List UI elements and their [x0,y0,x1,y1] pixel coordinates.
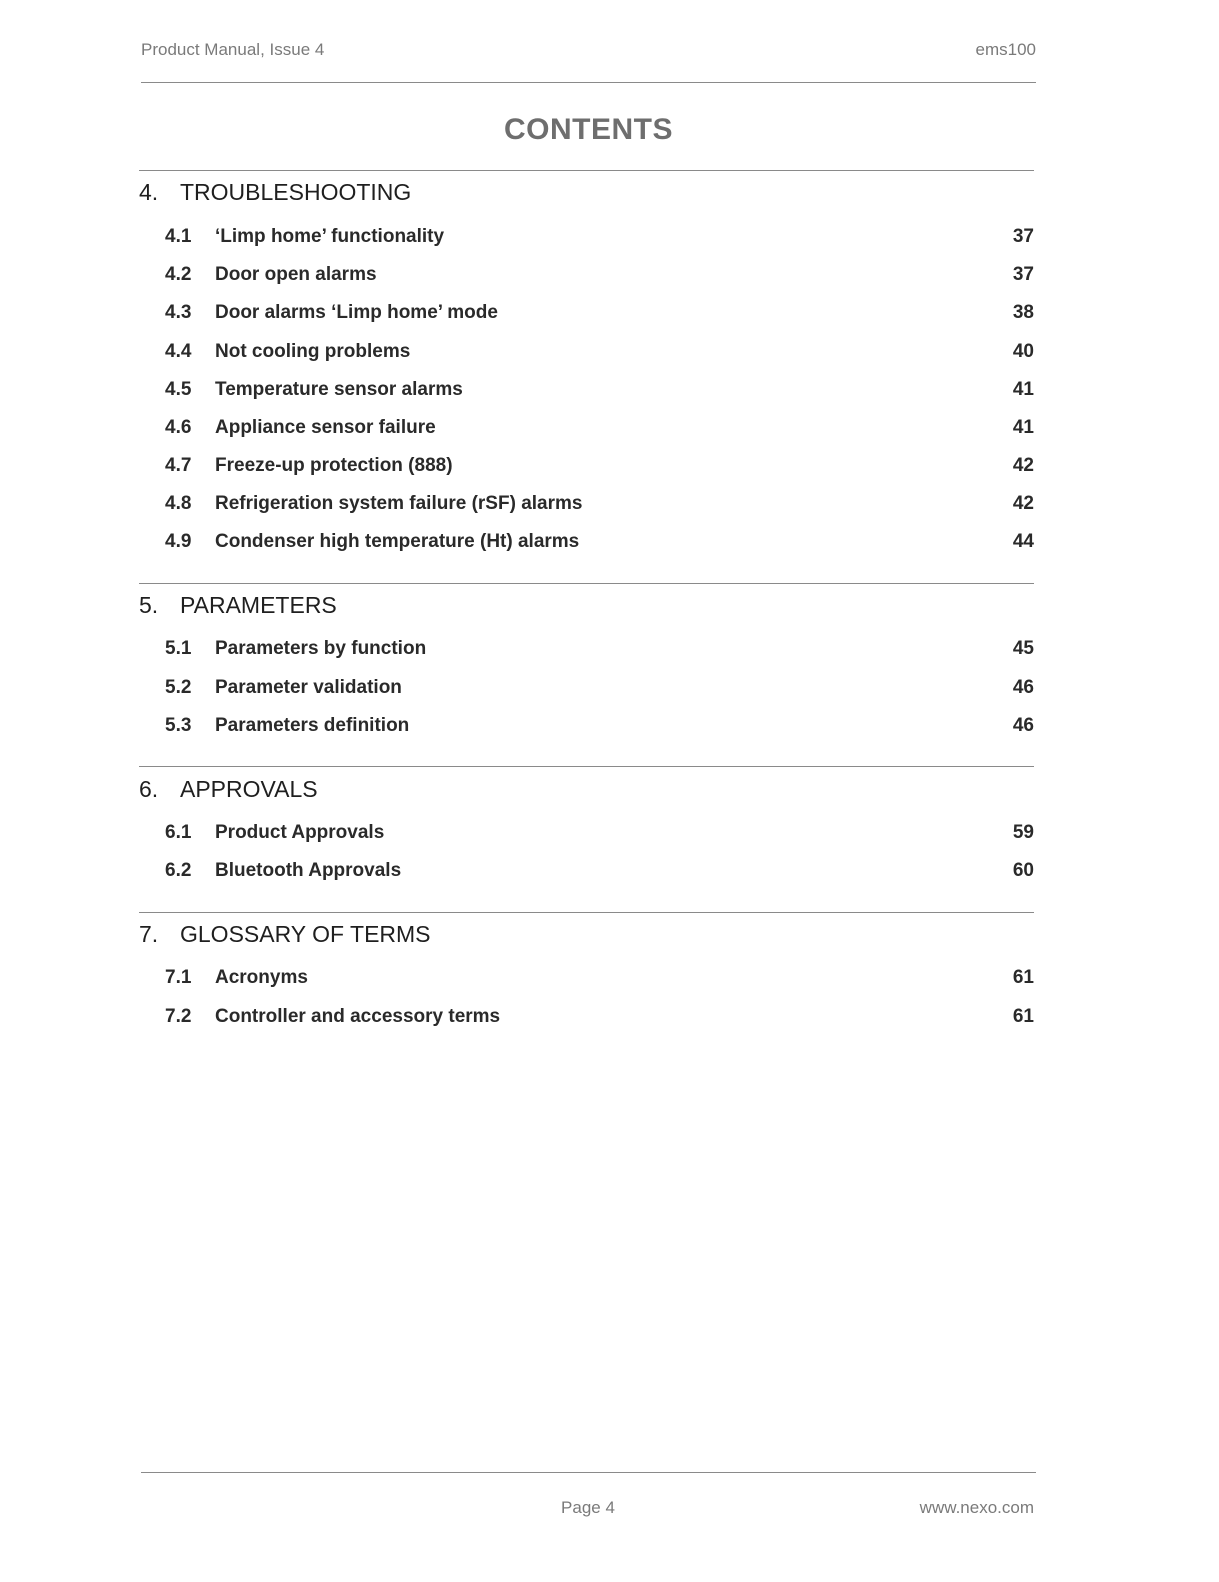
toc-entry-7-2[interactable] [165,1006,1034,1032]
section-number: 5. [139,592,159,618]
entry-number: 6.2 [165,860,192,881]
toc-entry-6-2[interactable] [165,860,1034,886]
toc-entry-4-2[interactable] [165,264,1034,290]
entry-label: Acronyms [215,967,308,988]
toc-entry-4-8[interactable] [165,493,1034,519]
toc-entry-4-7[interactable] [165,455,1034,481]
toc-section-4[interactable] [139,179,1034,209]
toc-entry-5-3[interactable] [165,715,1034,741]
entry-number: 4.7 [165,455,192,476]
entry-label: Freeze-up protection (888) [215,455,453,476]
entry-page: 44 [1012,531,1034,552]
entry-number: 4.6 [165,417,192,438]
section-title: TROUBLESHOOTING [180,179,412,205]
entry-label: Condenser high temperature (Ht) alarms [215,531,580,552]
toc-entry-4-5[interactable] [165,379,1034,405]
section-title: APPROVALS [180,776,318,802]
entry-number: 7.2 [165,1006,192,1027]
entry-number: 7.1 [165,967,192,988]
entry-page: 46 [1012,677,1034,698]
toc-section-5[interactable] [139,592,1034,622]
toc-entry-4-9[interactable] [165,531,1034,557]
toc-entry-6-1[interactable] [165,822,1034,848]
entry-number: 4.5 [165,379,192,400]
section-number: 6. [139,776,159,802]
entry-label: Appliance sensor failure [215,417,436,438]
entry-label: Parameter validation [215,677,402,698]
section-title: PARAMETERS [180,592,337,618]
entry-label: Door alarms ‘Limp home’ mode [215,302,498,323]
section-divider [139,766,1034,767]
product-name: ems100 [975,40,1036,59]
entry-label: ‘Limp home’ functionality [215,226,445,247]
entry-label: Parameters definition [215,715,410,736]
toc-entry-4-3[interactable] [165,302,1034,328]
entry-number: 4.1 [165,226,192,247]
entry-label: Bluetooth Approvals [215,860,402,881]
document-title: Product Manual, Issue 4 [141,40,325,59]
toc-entry-4-6[interactable] [165,417,1034,443]
page-header [141,40,1036,64]
entry-page: 60 [1012,860,1034,881]
section-divider [139,912,1034,913]
entry-page: 42 [1012,455,1034,476]
website-link[interactable]: www.nexo.com [919,1498,1034,1517]
entry-label: Parameters by function [215,638,427,659]
entry-number: 4.3 [165,302,192,323]
entry-label: Not cooling problems [215,341,411,362]
entry-page: 38 [1012,302,1034,323]
entry-page: 61 [1012,967,1034,988]
entry-label: Controller and accessory terms [215,1006,501,1027]
entry-label: Product Approvals [215,822,385,843]
section-title: GLOSSARY OF TERMS [180,921,431,947]
entry-number: 5.3 [165,715,192,736]
toc-entry-5-1[interactable] [165,638,1034,664]
entry-number: 4.8 [165,493,192,514]
entry-page: 46 [1012,715,1034,736]
entry-page: 42 [1012,493,1034,514]
section-divider [139,583,1034,584]
entry-page: 45 [1012,638,1034,659]
entry-number: 4.9 [165,531,192,552]
entry-label: Refrigeration system failure (rSF) alarms [215,493,583,514]
entry-page: 37 [1012,264,1034,285]
entry-number: 5.2 [165,677,192,698]
entry-page: 37 [1012,226,1034,247]
entry-page: 40 [1012,341,1034,362]
entry-number: 4.4 [165,341,192,362]
toc-entry-7-1[interactable] [165,967,1034,993]
toc-section-7[interactable] [139,921,1034,951]
page-title: CONTENTS [504,113,673,146]
toc-section-6[interactable] [139,776,1034,806]
toc-entry-4-1[interactable] [165,226,1034,252]
entry-number: 4.2 [165,264,192,285]
toc-entry-5-2[interactable] [165,677,1034,703]
page-number: Page 4 [561,1498,615,1517]
entry-number: 5.1 [165,638,192,659]
footer-divider [141,1472,1036,1473]
section-number: 4. [139,179,159,205]
toc-entry-4-4[interactable] [165,341,1034,367]
entry-page: 41 [1012,379,1034,400]
entry-number: 6.1 [165,822,192,843]
header-divider [141,82,1036,83]
entry-label: Door open alarms [215,264,377,285]
section-divider [139,170,1034,171]
entry-page: 41 [1012,417,1034,438]
entry-label: Temperature sensor alarms [215,379,463,400]
entry-page: 61 [1012,1006,1034,1027]
section-number: 7. [139,921,159,947]
entry-page: 59 [1012,822,1034,843]
